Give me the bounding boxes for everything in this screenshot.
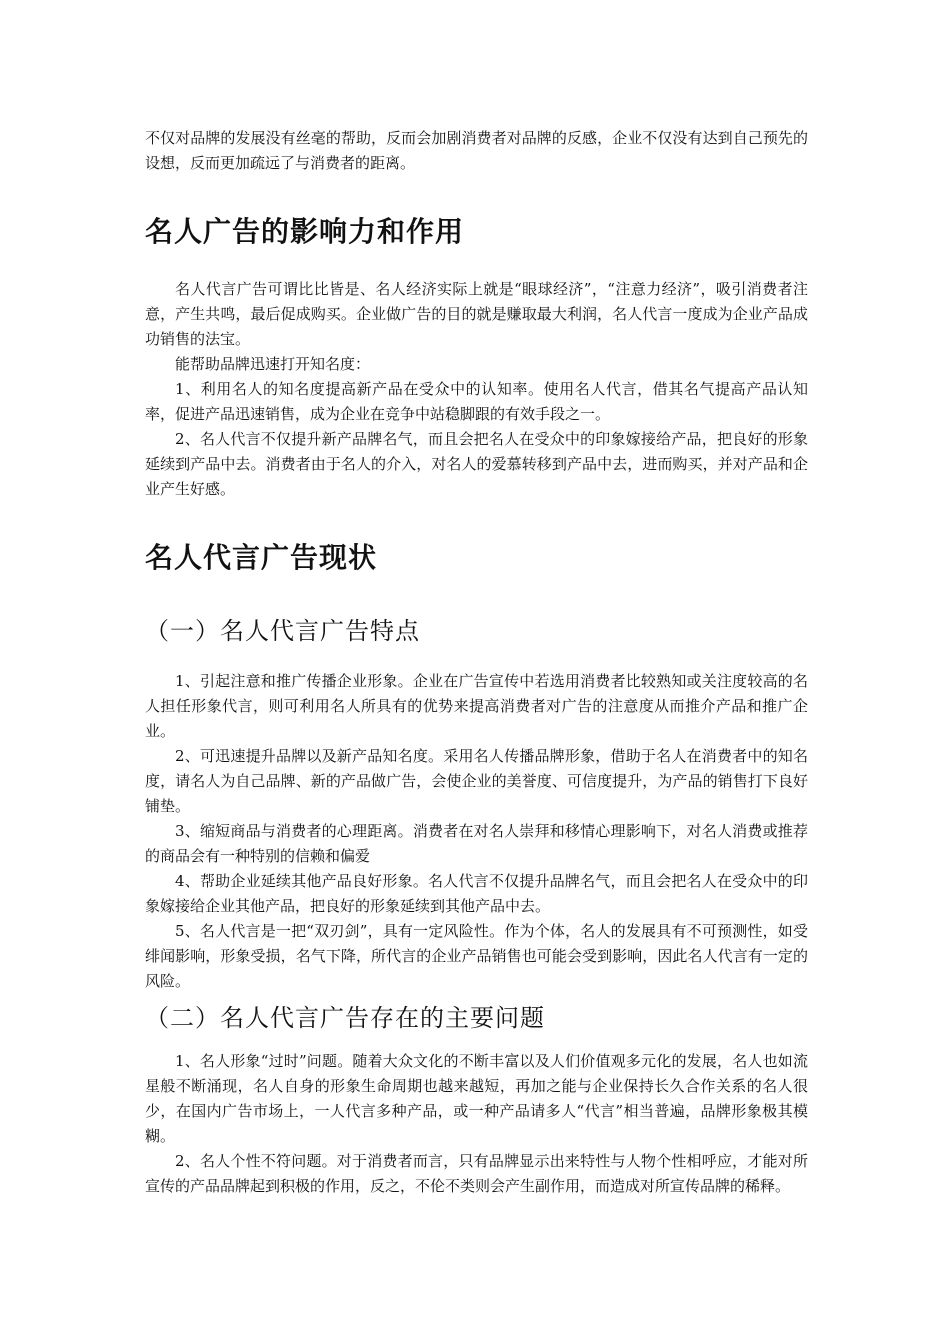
subsection-heading-features: （一）名人代言广告特点 xyxy=(145,617,420,645)
paragraph: 1、引起注意和推广传播企业形象。企业在广告宣传中若选用消费者比较熟知或关注度较高的名人担任形象代言，则可利用名人所具有的优势来提高消费者对广告的注意度从而推介产品和推广企业。 xyxy=(145,672,808,740)
paragraph: 2、名人个性不符问题。对于消费者而言，只有品牌显示出来特性与人物个性相呼应，才能对所宣传的产品品牌起到积极的作用，反之，不伦不类则会产生副作用，而造成对所宣传品牌的稀释。 xyxy=(145,1152,808,1195)
paragraph: 3、缩短商品与消费者的心理距离。消费者在对名人崇拜和移情心理影响下，对名人消费或推荐的商品会有一种特别的信赖和偏爱 xyxy=(145,822,808,865)
paragraph: 2、名人代言不仅提升新产品牌名气，而且会把名人在受众中的印象嫁接给产品，把良好的形象延续到产品中去。消费者由于名人的介入，对名人的爱慕转移到产品中去，进而购买，并对产品和企业产生好感。 xyxy=(145,430,808,498)
paragraph: 2、可迅速提升品牌以及新产品知名度。采用名人传播品牌形象，借助于名人在消费者中的知名度，请名人为自己品牌、新的产品做广告，会使企业的美誉度、可信度提升，为产品的销售打下良好铺垫。 xyxy=(145,747,808,815)
subsection-heading-problems: （二）名人代言广告存在的主要问题 xyxy=(145,1004,545,1032)
intro-paragraph: 不仅对品牌的发展没有丝毫的帮助，反而会加剧消费者对品牌的反感，企业不仅没有达到自己预先的设想，反而更加疏远了与消费者的距离。 xyxy=(145,129,808,172)
paragraph: 名人代言广告可谓比比皆是、名人经济实际上就是“眼球经济”，“注意力经济”，吸引消费者注意，产生共鸣，最后促成购买。企业做广告的目的就是赚取最大利润，名人代言一度成为企业产品成功销售的法宝。 xyxy=(145,280,808,348)
section-heading-influence: 名人广告的影响力和作用 xyxy=(145,215,465,248)
paragraph: 4、帮助企业延续其他产品良好形象。名人代言不仅提升品牌名气，而且会把名人在受众中的印象嫁接给企业其他产品，把良好的形象延续到其他产品中去。 xyxy=(145,872,808,915)
paragraph: 5、名人代言是一把“双刃剑”，具有一定风险性。作为个体，名人的发展具有不可预测性，如受绯闻影响，形象受损，名气下降，所代言的企业产品销售也可能会受到影响，因此名人代言有一定的风险。 xyxy=(145,922,808,990)
paragraph: 能帮助品牌迅速打开知名度： xyxy=(175,355,371,373)
paragraph: 1、利用名人的知名度提高新产品在受众中的认知率。使用名人代言，借其名气提高产品认知率，促进产品迅速销售，成为企业在竞争中站稳脚跟的有效手段之一。 xyxy=(145,380,808,423)
subsection-problems-body xyxy=(145,1049,808,1199)
subsection-features-body xyxy=(145,669,808,994)
paragraph: 1、名人形象“过时”问题。随着大众文化的不断丰富以及人们价值观多元化的发展，名人也如流星般不断涌现，名人自身的形象生命周期也越来越短，再加之能与企业保持长久合作关系的名人很少，在国内广告市场上，一人代言多种产品，或一种产品请多人“代言”相当普遍，品牌形象极其模糊。 xyxy=(145,1052,808,1145)
document-body xyxy=(145,126,808,1199)
section-influence-body xyxy=(145,277,808,502)
section-heading-status: 名人代言广告现状 xyxy=(145,541,378,574)
